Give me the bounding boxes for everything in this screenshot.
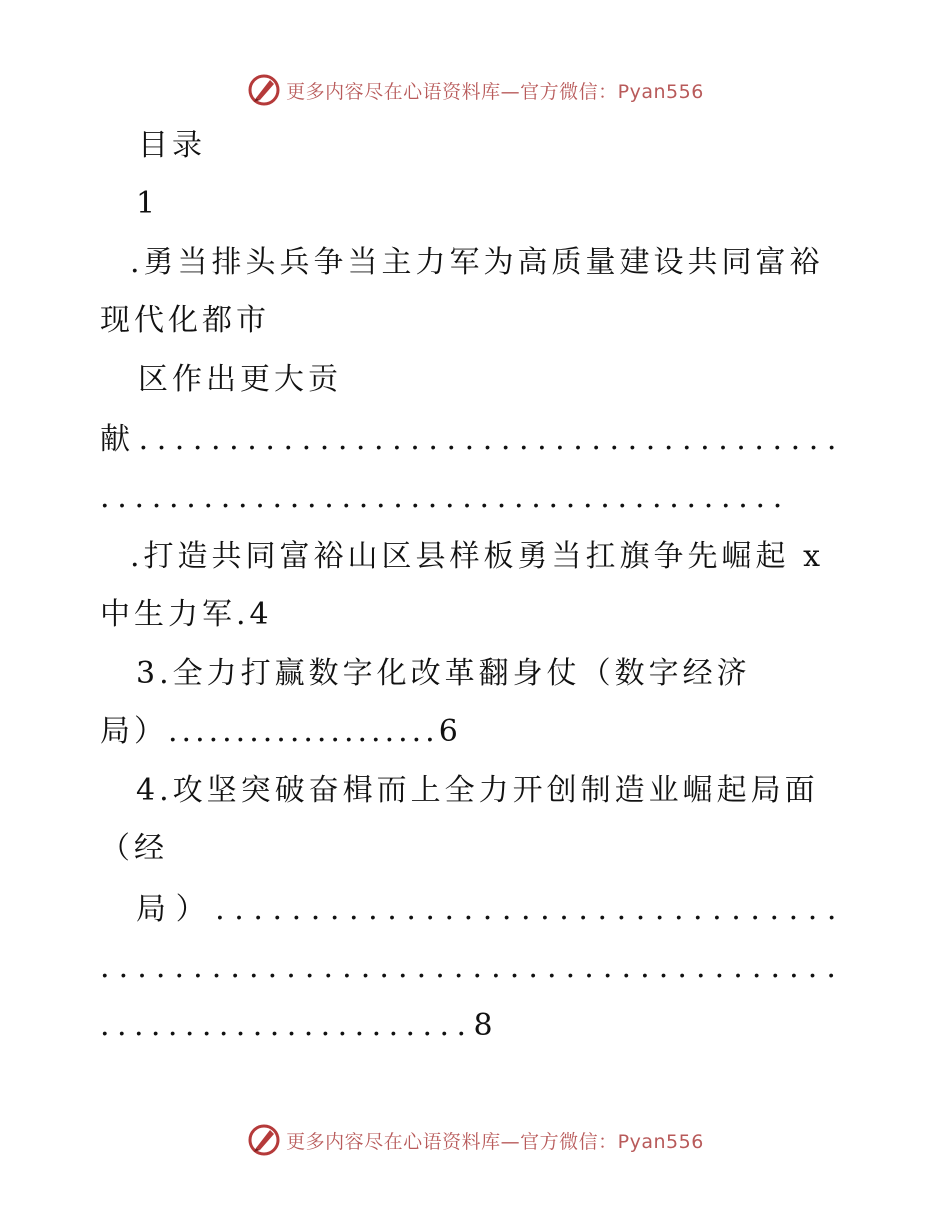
toc-entry-1-title: .勇当排头兵争当主力军为高质量建设共同富裕 — [130, 245, 824, 280]
toc-entry-3-title: 3.全力打赢数字化改革翻身仗（数字经济 — [136, 656, 751, 691]
toc-entry-1-number: 1 — [136, 186, 160, 221]
toc-entry-3-title-cont: 局）....................6 — [100, 714, 462, 749]
footer-watermark — [0, 1120, 950, 1160]
watermark-text: 更多内容尽在心语资料库—官方微信：Pyan556 — [286, 1130, 704, 1153]
toc-entry-2-title-cont: 中生力军.4 — [100, 597, 273, 632]
watermark-text: 更多内容尽在心语资料库—官方微信：Pyan556 — [286, 80, 704, 103]
pen-logo-icon — [246, 1122, 282, 1158]
toc-entry-2-title: .打造共同富裕山区县样板勇当扛旗争先崛起 x — [130, 539, 824, 574]
header-watermark — [0, 70, 950, 110]
toc-entry-1-title-cont: 现代化都市 — [100, 303, 270, 338]
toc-entry-4-title-cont: （经 — [100, 831, 168, 866]
pen-logo-icon — [246, 72, 282, 108]
toc-entry-4-leader: 局）................................. — [136, 892, 846, 927]
toc-entry-4-leader: ......................8 — [100, 1008, 500, 1043]
toc-entry-1-leader: ........................................ — [100, 480, 790, 515]
toc-entry-4-title: 4.攻坚突破奋楫而上全力开创制造业崛起局面 — [136, 773, 819, 808]
toc-entry-4-leader: ........................................ — [100, 950, 845, 985]
toc-entry-1-title-cont: 区作出更大贡 — [138, 362, 342, 397]
toc-entry-1-leader: 献....................................... — [100, 422, 845, 457]
toc-heading: 目录 — [138, 128, 206, 163]
